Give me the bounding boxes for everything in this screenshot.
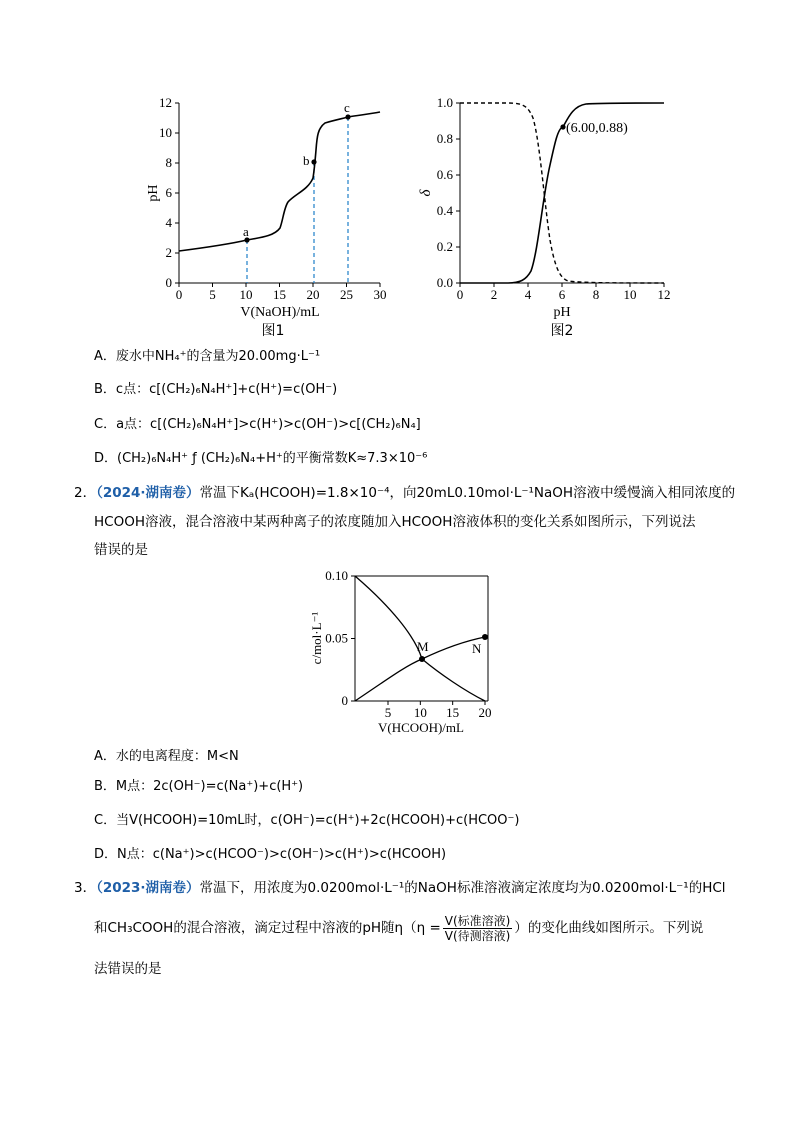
figure1-y-tick-label: 8 [165, 155, 172, 170]
q2-stem-line1 [74, 484, 735, 502]
q2-option-d: D．N点：c(Na⁺)>c(HCOO⁻)>c(OH⁻)>c(H⁺)>c(HCOOH) [94, 847, 447, 862]
point-m [419, 656, 425, 662]
q2-line1: 常温下Kₐ(HCOOH)=1.8×10⁻⁴，向20mL0.10mol·L⁻¹NaOH溶液中缓慢滴入相同浓度的 [199, 485, 736, 501]
figure1-chart [130, 90, 400, 340]
q2-option-a: A．水的电离程度：M<N [94, 749, 239, 764]
q2-option-c: C．当V(HCOOH)=10mL时，c(OH⁻)=c(H⁺)+2c(HCOOH)+c(HCOO⁻) [94, 813, 520, 828]
q2-source: （2024·湖南卷） [96, 485, 200, 501]
figure2-x-tick-label: 8 [592, 287, 600, 302]
point-b-label: b [303, 153, 310, 168]
point-n-label: N [472, 641, 482, 656]
q1-option-d: D．(CH₂)₆N₄H⁺ ƒ (CH₂)₆N₄+H⁺的平衡常数K≈7.3×10⁻⁶ [94, 451, 428, 466]
figure2-x-ticks [457, 283, 671, 302]
figure3-x-tick-label: 5 [384, 705, 392, 720]
figure2-y-tick-label: 0.8 [436, 131, 453, 146]
q1-option-c: C．a点：c[(CH₂)₆N₄H⁺]>c(H⁺)>c(OH⁻)>c[(CH₂)₆N₄] [94, 417, 421, 432]
figure3-x-tick-label: 15 [446, 705, 460, 720]
figure1-x-tick-label: 10 [239, 287, 253, 302]
q3-line2-pre: 和CH₃COOH的混合溶液，滴定过程中溶液的pH随η（η = [94, 920, 441, 936]
q3-line1: 常温下，用浓度为0.0200mol·L⁻¹的NaOH标准溶液滴定浓度均为0.0200mol·L⁻¹的HCl [199, 880, 726, 896]
q3-stem-line1 [74, 879, 726, 897]
figure1-x-tick-label: 5 [209, 287, 216, 302]
point-c [345, 114, 350, 119]
q2-stem-line2: HCOOH溶液，混合溶液中某两种离子的浓度随加入HCOOH溶液体积的变化关系如图所示，下列说法 [94, 514, 696, 530]
figure1-x-tick-label: 15 [273, 287, 286, 302]
figure1-x-ticks [176, 283, 387, 302]
q2-option-b: B．M点：2c(OH⁻)=c(Na⁺)+c(H⁺) [94, 779, 304, 794]
q3-frac-num: V(标准溶液) [444, 913, 511, 928]
figure3-x-ticks [385, 701, 492, 720]
q2-number: 2． [74, 485, 97, 501]
figure2-y-tick-label: 0.2 [436, 239, 453, 254]
figure2-y-tick-label: 1.0 [436, 95, 453, 110]
figure2-y-ticks [437, 95, 460, 290]
q2-stem-line3: 错误的是 [94, 542, 148, 558]
q3-number: 3． [74, 880, 97, 896]
figure1-y-tick-label: 12 [159, 95, 172, 110]
figure1-y-ticks [159, 95, 179, 290]
q3-fraction [443, 914, 513, 943]
figure2-y-tick-label: 0.4 [436, 203, 453, 218]
q3-line2-post: ）的变化曲线如图所示。下列说 [514, 920, 704, 936]
figure2-caption: 图2 [550, 323, 574, 339]
figure2-x-tick-label: 4 [524, 287, 532, 302]
figure2-x-tick-label: 2 [490, 287, 498, 302]
figure3-y-tick-label: 0 [341, 693, 348, 708]
figure1-y-tick-label: 0 [165, 275, 172, 290]
figure2-axes [460, 103, 664, 283]
figure3-y-ticks [325, 568, 355, 708]
figure1-x-tick-label: 30 [373, 287, 387, 302]
figure3-x-tick-label: 20 [478, 705, 492, 720]
q1-option-a: A．废水中NH₄⁺的含量为20.00mg·L⁻¹ [94, 349, 321, 364]
figure3-ylabel: c/mol·L⁻¹ [309, 611, 324, 665]
figure2-x-tick-label: 6 [558, 287, 566, 302]
figure3-y-tick-label: 0.05 [325, 630, 348, 646]
point-b [311, 159, 316, 164]
figure2-solid-curve [460, 103, 664, 283]
figure3-chart [305, 566, 505, 741]
figure1-y-tick-label: 6 [165, 185, 172, 200]
figure1-y-tick-label: 4 [165, 215, 172, 230]
figure2-y-tick-label: 0.6 [436, 167, 453, 182]
figure2-x-tick-label: 12 [657, 287, 671, 302]
figure2-chart [408, 90, 698, 340]
figure1-y-tick-label: 10 [159, 125, 172, 140]
point-m-label: M [417, 639, 429, 654]
point-6-088 [560, 124, 565, 129]
figure1-xlabel: V(NaOH)/mL [240, 305, 320, 320]
point-c-label: c [344, 100, 350, 115]
q3-stem-line3: 法错误的是 [94, 961, 162, 977]
q3-frac-den: V(待测溶液) [444, 928, 511, 943]
figure2-dashed-curve [460, 103, 664, 283]
q3-source: （2023·湖南卷） [96, 880, 200, 896]
point-a-label: a [243, 224, 249, 239]
figure2-xlabel: pH [553, 305, 571, 320]
point-n [482, 634, 488, 640]
figure2-x-tick-label: 0 [456, 287, 464, 302]
figure1-caption: 图1 [261, 323, 285, 339]
figure2-ylabel: δ [418, 189, 434, 197]
figure1-axes [179, 103, 380, 283]
figure2-annotation: (6.00,0.88) [566, 121, 628, 136]
figure1-x-tick-label: 20 [306, 287, 320, 302]
figure1-y-tick-label: 2 [165, 245, 172, 260]
figure1-ylabel: pH [146, 184, 161, 202]
figure3-x-tick-label: 10 [413, 705, 427, 720]
figure1-dashed-lines [247, 117, 348, 283]
figure3-xlabel: V(HCOOH)/mL [378, 720, 464, 735]
figure3-y-tick-label: 0.10 [325, 568, 348, 583]
figure2-y-tick-label: 0.0 [436, 275, 453, 290]
figure2-x-tick-label: 10 [623, 287, 637, 302]
figure1-x-tick-label: 25 [340, 287, 353, 302]
figure1-x-tick-label: 0 [175, 287, 183, 302]
figure1-ph-curve [179, 112, 380, 251]
q3-stem-line2 [94, 910, 703, 946]
q1-option-b: B．c点：c[(CH₂)₆N₄H⁺]+c(H⁺)=c(OH⁻) [94, 382, 338, 397]
